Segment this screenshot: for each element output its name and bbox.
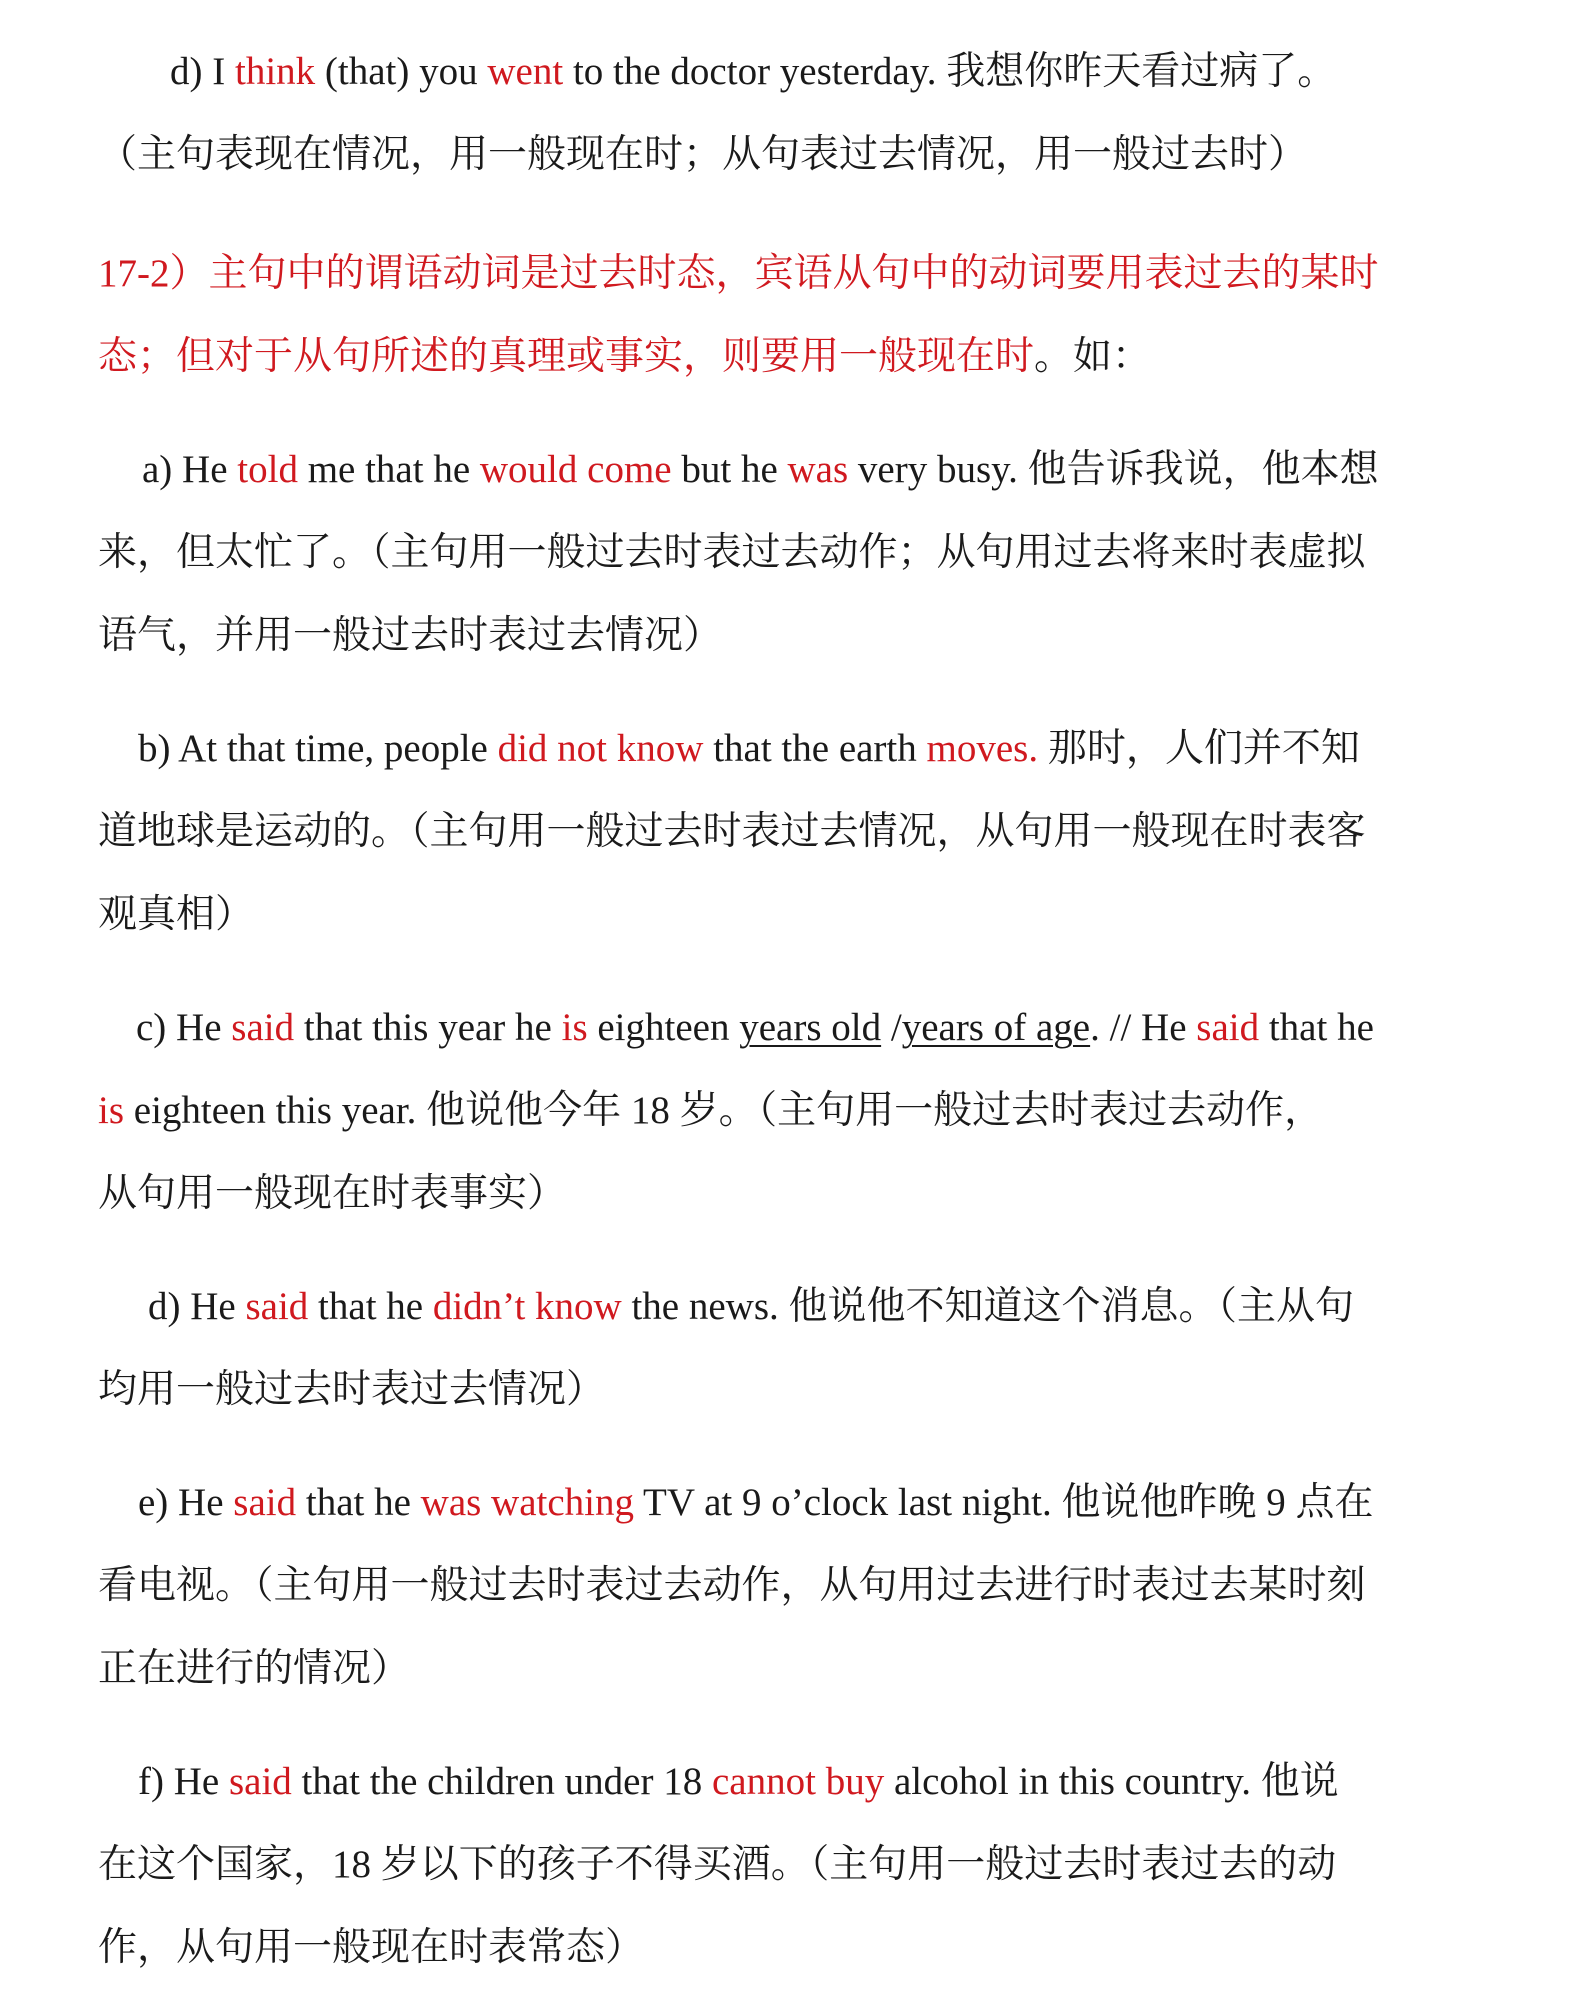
highlighted-verb: was xyxy=(787,448,849,491)
example-explanation: 道地球是运动的。（主句用一般过去时表过去情况，从句用一般现在时表客 xyxy=(98,810,1366,853)
rule-17-2 xyxy=(98,232,1490,398)
example-line: c) He said that this year he is eighteen years old /years of age. // He said that he xyxy=(136,1006,1374,1049)
example-f xyxy=(98,1740,1490,1989)
underlined-phrase: years old xyxy=(739,1006,882,1049)
highlighted-verb: didn’t know xyxy=(432,1285,622,1328)
example-explanation: （主句表现在情况，用一般现在时；从句表过去情况，用一般过去时） xyxy=(98,133,1308,176)
highlighted-verb: said xyxy=(231,1006,295,1049)
example-explanation: 从句用一般现在时表事实） xyxy=(98,1172,567,1215)
example-explanation: 正在进行的情况） xyxy=(98,1647,411,1690)
rule-line: 态；但对于从句所述的真理或事实，则要用一般现在时。如： xyxy=(98,335,1152,378)
example-explanation: 在这个国家，18 岁以下的孩子不得买酒。（主句用一般过去时表过去的动 xyxy=(98,1843,1337,1886)
example-a xyxy=(98,428,1490,677)
highlighted-verb: told xyxy=(237,448,298,491)
highlighted-verb: did not know xyxy=(497,727,704,770)
rule-line: 17-2）主句中的谓语动词是过去时态，宾语从句中的动词要用表过去的某时 xyxy=(98,252,1379,295)
highlighted-verb: said xyxy=(245,1285,309,1328)
highlighted-verb: moves. xyxy=(926,727,1039,770)
highlighted-verb: would come xyxy=(479,448,672,491)
example-explanation: 来，但太忙了。（主句用一般过去时表过去动作；从句用过去将来时表虚拟 xyxy=(98,531,1366,574)
highlighted-verb: was watching xyxy=(420,1481,635,1524)
highlighted-verb: cannot buy xyxy=(711,1760,885,1803)
document-page xyxy=(98,30,1490,1989)
example-explanation: 作，从句用一般现在时表常态） xyxy=(98,1926,645,1969)
highlighted-verb: said xyxy=(233,1481,297,1524)
highlighted-verb: said xyxy=(1196,1006,1260,1049)
example-d-said xyxy=(98,1265,1490,1431)
example-b xyxy=(98,707,1490,956)
highlighted-verb: said xyxy=(228,1760,292,1803)
example-line: e) He said that he was watching TV at 9 o’clock last night. 他说他昨晚 9 点在 xyxy=(138,1481,1374,1524)
highlighted-verb: think xyxy=(234,50,316,93)
example-explanation: 语气，并用一般过去时表过去情况） xyxy=(98,614,723,657)
example-line: b) At that time, people did not know that the earth moves. 那时，人们并不知 xyxy=(138,727,1360,770)
example-explanation: 观真相） xyxy=(98,893,255,936)
example-c xyxy=(98,986,1490,1235)
example-line: is eighteen this year. 他说他今年 18 岁。（主句用一般过去时表过去动作， xyxy=(98,1089,1324,1132)
highlighted-verb: is xyxy=(561,1006,588,1049)
example-line: d) He said that he didn’t know the news. 他说他不知道这个消息。（主从句 xyxy=(148,1285,1355,1328)
example-line: d) I think (that) you went to the doctor yesterday. 我想你昨天看过病了。 xyxy=(170,50,1337,93)
example-d-think xyxy=(98,30,1490,196)
example-line: f) He said that the children under 18 cannot buy alcohol in this country. 他说 xyxy=(138,1760,1339,1803)
example-line: a) He told me that he would come but he was very busy. 他告诉我说，他本想 xyxy=(142,448,1379,491)
example-explanation: 均用一般过去时表过去情况） xyxy=(98,1368,606,1411)
underlined-phrase: years of age xyxy=(901,1006,1091,1049)
highlighted-verb: is xyxy=(98,1089,125,1132)
example-e xyxy=(98,1461,1490,1710)
highlighted-verb: went xyxy=(487,50,564,93)
example-explanation: 看电视。（主句用一般过去时表过去动作，从句用过去进行时表过去某时刻 xyxy=(98,1564,1366,1607)
